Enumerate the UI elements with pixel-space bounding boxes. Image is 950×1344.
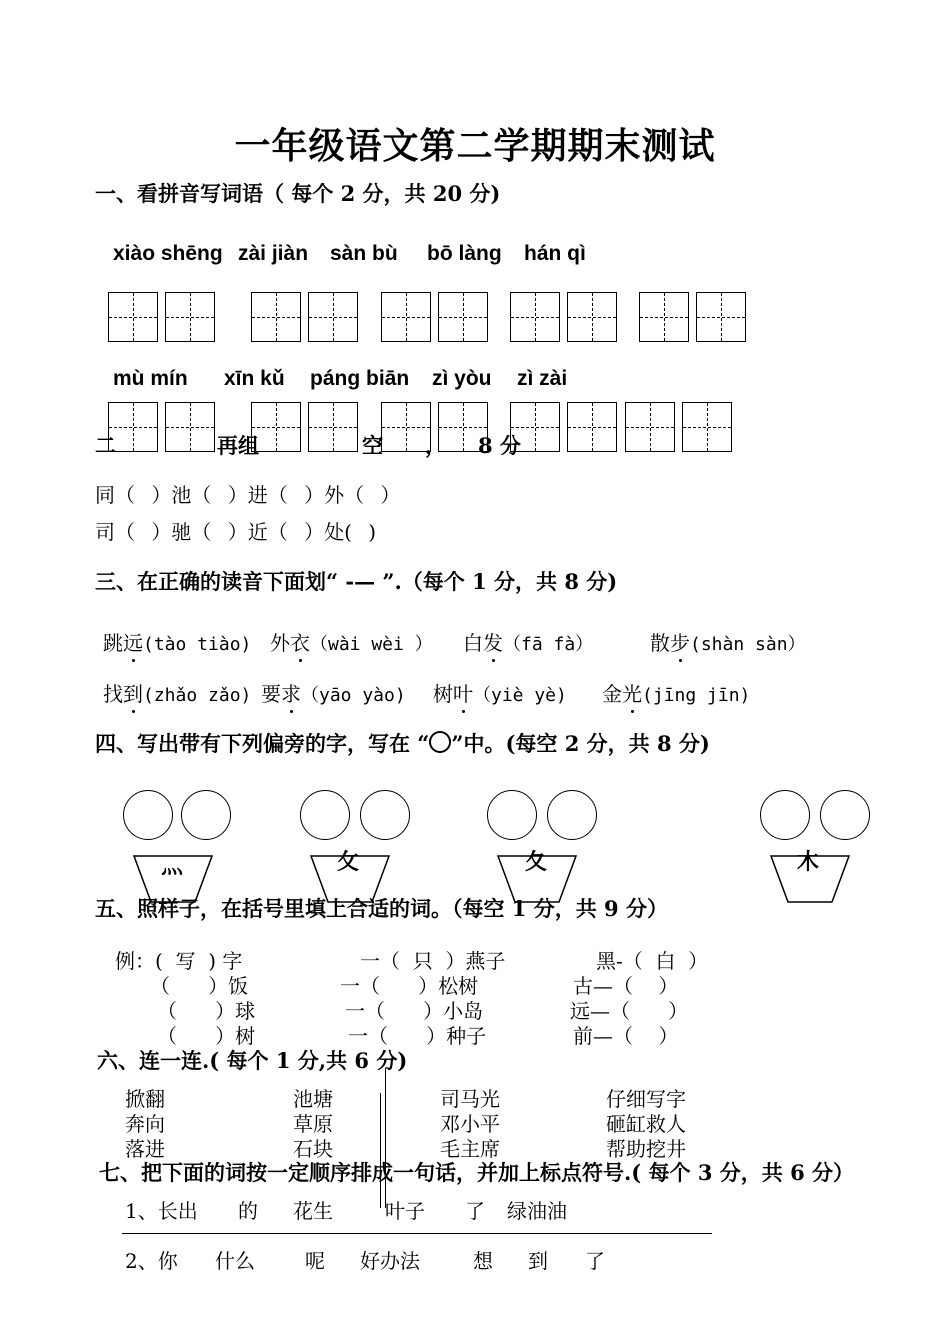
word-card: 什么 (215, 1249, 255, 1273)
word-card: 绿油油 (507, 1199, 567, 1223)
writing-box[interactable] (625, 402, 675, 452)
word-card: 想 (473, 1249, 493, 1273)
divider-line (385, 1068, 386, 1208)
writing-box[interactable] (567, 292, 617, 342)
fill-item: 一（ 只 ）燕子 (360, 949, 506, 973)
example-line: 例：( 写 ) 字 (115, 949, 243, 973)
reading-option: 找到(zhǎo zǎo) (103, 678, 251, 707)
answer-circle[interactable] (360, 790, 410, 840)
answer-circle[interactable] (760, 790, 810, 840)
radical-label: 木 (797, 849, 820, 875)
fill-item: （ ）球 (157, 999, 256, 1023)
reading-option: 树叶（yiè yè) (433, 678, 567, 707)
pinyin-3: sàn bù (330, 242, 398, 265)
match-item[interactable]: 池塘 (293, 1087, 333, 1111)
page-title: 一年级语文第二学期期末测试 (234, 125, 716, 167)
reading-option: 散步(shàn sàn） (650, 627, 806, 656)
word-card: 好办法 (360, 1249, 420, 1273)
writing-box[interactable] (438, 292, 488, 342)
fill-item: 前—（ ） (573, 1024, 679, 1048)
writing-box[interactable] (639, 292, 689, 342)
answer-circle[interactable] (300, 790, 350, 840)
fill-item: 一（ ）种子 (348, 1024, 487, 1048)
section-2-heading-fragment: 再组 (217, 433, 259, 458)
writing-box[interactable] (696, 292, 746, 342)
pinyin-8: páng biān (310, 367, 410, 390)
reading-option: 金光(jīng jīn) (602, 678, 750, 707)
writing-box[interactable] (308, 292, 358, 342)
writing-box[interactable] (438, 402, 488, 452)
fill-item: （ ）树 (157, 1024, 256, 1048)
writing-box[interactable] (682, 402, 732, 452)
writing-box[interactable] (510, 292, 560, 342)
word-card: 了 (465, 1199, 485, 1223)
word-card: 花生 (293, 1199, 333, 1223)
compare-row-2: 司（ ）驰（ ）近（ ）处( ) (95, 520, 377, 544)
pinyin-7: xīn kǔ (224, 367, 285, 390)
writing-box[interactable] (251, 402, 301, 452)
pinyin-9: zì yòu (432, 367, 492, 390)
compare-row-1: 同（ ）池（ ）进（ ）外（ ） (95, 483, 401, 507)
match-item[interactable]: 邓小平 (440, 1112, 500, 1136)
word-card: 2、你 (125, 1249, 178, 1273)
match-item[interactable]: 草原 (293, 1112, 333, 1136)
writing-box[interactable] (381, 402, 431, 452)
reading-option: 要求（yāo yào) (261, 678, 406, 707)
match-item[interactable]: 司马光 (440, 1087, 500, 1111)
match-item[interactable]: 石块 (293, 1137, 333, 1161)
reading-option: 外衣（wài wèi ） (270, 627, 433, 656)
fill-item: 一（ ）松树 (340, 974, 479, 998)
writing-box[interactable] (567, 402, 617, 452)
answer-line[interactable] (122, 1233, 712, 1234)
writing-box[interactable] (165, 292, 215, 342)
section-2-heading-fragment: 8 分 (478, 433, 521, 458)
fill-item: 远—（ ） (570, 999, 689, 1023)
pinyin-10: zì zài (517, 367, 568, 390)
pinyin-4: bō làng (427, 242, 502, 265)
pinyin-5: hán qì (524, 242, 586, 265)
radical-label: 攵 (337, 849, 360, 875)
match-item[interactable]: 落进 (125, 1137, 165, 1161)
match-item[interactable]: 奔向 (125, 1112, 165, 1136)
section-3-heading: 三、在正确的读音下面划“ -— ”.（每个 1 分，共 8 分) (95, 569, 618, 594)
writing-box[interactable] (165, 402, 215, 452)
section-4-heading: 四、写出带有下列偏旁的字，写在 “ ”中。(每空 2 分，共 8 分) (95, 731, 710, 756)
word-card: 叶子 (385, 1199, 425, 1223)
word-card: 1、长出 (125, 1199, 198, 1223)
section-6-heading: 六、连一连.( 每个 1 分,共 6 分) (97, 1048, 408, 1073)
answer-circle[interactable] (820, 790, 870, 840)
writing-box[interactable] (108, 402, 158, 452)
radical-label: 夂 (525, 849, 548, 875)
fill-item: 一（ ）小岛 (345, 999, 484, 1023)
word-card: 的 (238, 1199, 258, 1223)
section-2-heading-fragment: 二 (95, 433, 116, 458)
reading-option: 白发（fā fà） (463, 627, 593, 656)
fill-item: 古—（ ） (573, 974, 679, 998)
match-item[interactable]: 掀翻 (125, 1087, 165, 1111)
pinyin-1: xiào shēng (113, 242, 223, 265)
section-1-heading: 一、看拼音写词语（ 每个 2 分，共 20 分) (95, 181, 501, 206)
writing-box[interactable] (108, 292, 158, 342)
divider-line (380, 1093, 381, 1208)
section-2-heading-fragment: ， (425, 433, 446, 458)
match-item[interactable]: 砸缸救人 (606, 1112, 686, 1136)
radical-label: 灬 (161, 853, 184, 879)
answer-circle[interactable] (123, 790, 173, 840)
answer-circle[interactable] (181, 790, 231, 840)
section-5-heading: 五、照样子，在括号里填上合适的词。（每空 1 分，共 9 分） (95, 896, 668, 921)
match-item[interactable]: 仔细写字 (606, 1087, 686, 1111)
pinyin-2: zài jiàn (238, 242, 309, 265)
word-card: 到 (528, 1249, 548, 1273)
answer-circle[interactable] (487, 790, 537, 840)
section-2-heading-fragment: 空 (362, 433, 383, 458)
writing-box[interactable] (251, 292, 301, 342)
section-7-heading: 七、把下面的词按一定顺序排成一句话，并加上标点符号.( 每个 3 分，共 6 分） (99, 1160, 855, 1185)
match-item[interactable]: 帮助挖井 (606, 1137, 686, 1161)
fill-item: （ ）饭 (150, 974, 249, 998)
fill-item: 黑-（ 白 ） (596, 949, 709, 973)
word-card: 了 (585, 1249, 605, 1273)
pinyin-6: mù mín (113, 367, 188, 390)
writing-box[interactable] (308, 402, 358, 452)
answer-circle[interactable] (547, 790, 597, 840)
writing-box[interactable] (381, 292, 431, 342)
word-card: 呢 (305, 1249, 325, 1273)
writing-box[interactable] (510, 402, 560, 452)
circle-symbol-icon (429, 731, 451, 753)
reading-option: 跳远(tào tiào) (103, 627, 251, 656)
match-item[interactable]: 毛主席 (440, 1137, 500, 1161)
